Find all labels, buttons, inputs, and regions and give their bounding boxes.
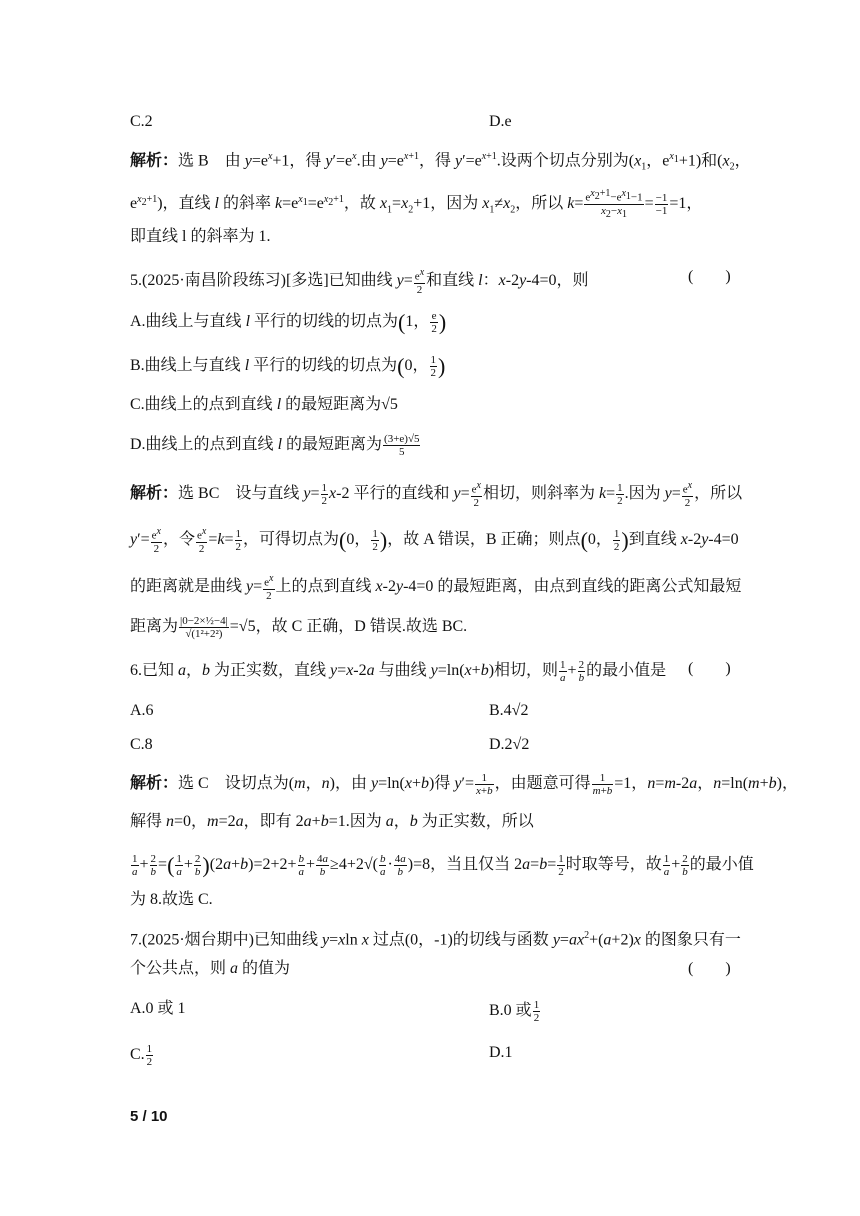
page-number: 5 / 10 xyxy=(130,1108,168,1125)
q6-solution-line4: 为 8.故选 C. xyxy=(130,891,213,908)
q5-solution-line3: 的距离就是曲线 y= $\frac{e^x}{2}$ 上的点到直线 x-2y-4=0 的最短距离，由点到直线的距离公式知最短 xyxy=(130,573,742,602)
q7-answer-paren: ( ) xyxy=(688,960,731,977)
q6-solution-line1: 解析：选 C 设切点为(m，n)，由 y=ln(x+b)得 y′= $\frac{1}{x+b}$ ，由题意可得 $\frac{1}{m+b}$ =1，n=m-2a，n=ln(m+b)， xyxy=(130,772,798,797)
q5-option-b: B.曲线上与直线 l 平行的切线的切点为(0， $\frac{1}{2}$ ) xyxy=(130,353,446,379)
q7-stem-line1: 7.(2025·烟台期中)已知曲线 y=xln x 过点(0，-1)的切线与函数 $y=ax^2+(a+2)x$ 的图象只有一 xyxy=(130,930,741,949)
q7-option-d: D.1 xyxy=(489,1044,513,1061)
q5-option-a: A.曲线上与直线 l 平行的切线的切点为(1， $\frac{e}{2}$ ) xyxy=(130,309,447,335)
q4-solution-line2: $e^{x_2+1}$)，直线 l 的斜率 $k=e^{x_1}=e^{x_2+1}$，故 $x_1=x_2+1$，因为 $x_1\ne x_2$，所以 k= $\frac{e^{x_2+1}-e^{x_1}-1}{x_2-x_1}$ = $\frac{-1}{-1}$ =1， xyxy=(130,188,703,220)
q6-solution-line3: $\frac{1}{a}$ + $\frac{2}{b}$ =( $\frac{1}{a}$ + $\frac{2}{b}$ )(2a+b)=2+2+ $\frac{b}{a}$ + $\frac{4a}{b}$ ≥4+2√( $\frac{b}{a}$ · $\frac{4a}{b}$ )=8，当且仅当 2a=b= $\frac{1}{2}$ 时取等号，故 $\frac{1}{a}$ + $\frac{2}{b}$ 的最小值 xyxy=(132,852,754,878)
q4-solution-line3: 即直线 l 的斜率为 1. xyxy=(130,228,271,245)
q7-stem-line2: 个公共点，则 a 的值为 xyxy=(130,960,291,977)
q6-solution-line2: 解得 n=0，m=2a，即有 2a+b=1.因为 a，b 为正实数，所以 xyxy=(130,813,534,830)
q5-solution-line2: y′= $\frac{e^x}{2}$ ，令 $\frac{e^x}{2}$ =k= $\frac{1}{2}$ ，可得切点为(0， $\frac{1}{2}$ )，故 A 错误，B 正确；则点(0， $\frac{1}{2}$ )到直线 x-2y-4=0 xyxy=(130,526,739,555)
q5-stem: 5.(2025·南昌阶段练习)[多选]已知曲线 y= $\frac{e^x}{2}$ 和直线 l：x-2y-4=0，则 xyxy=(130,267,589,296)
q6-option-c: C.8 xyxy=(130,736,153,753)
q5-option-d: D.曲线上的点到直线 l 的最短距离为 $\frac{(3+e)√5}{5}$ xyxy=(130,433,420,458)
q6-option-b: B.4√2 xyxy=(489,702,529,719)
q5-solution-line4: 距离为 $\frac{\text{|0−2×½−4|}}{\text{√(1²+2²)}}$ =√5，故 C 正确，D 错误.故选 BC. xyxy=(130,615,468,640)
q6-option-a: A.6 xyxy=(130,702,154,719)
q7-option-c: C. $\frac{1}{2}$ xyxy=(130,1043,153,1068)
q5-solution-line1: 解析：选 BC 设与直线 y= $\frac{1}{2}$ x-2 平行的直线和 y= $\frac{e^x}{2}$ 相切，则斜率为 k= $\frac{1}{2}$ .因为 y= $\frac{e^x}{2}$ ，所以 xyxy=(130,480,743,509)
q5-answer-paren: ( ) xyxy=(688,268,731,285)
q4-solution-line1: 解析：选 B 由 $y=e^x+1$，得 $y'=e^x$.由 $y=e^{x+1}$，得 $y'=e^{x+1}$.设两个切点分别为($x_1$，$e^{x_1}+1$)和($x_2$， xyxy=(130,151,751,173)
q7-option-a: A.0 或 1 xyxy=(130,1000,186,1017)
q6-option-d: D.2√2 xyxy=(489,736,530,753)
q6-answer-paren: ( ) xyxy=(688,660,731,677)
q6-stem: 6.已知 a，b 为正实数，直线 y=x-2a 与曲线 y=ln(x+b)相切，则 $\frac{1}{a}$ + $\frac{2}{b}$ 的最小值是 xyxy=(130,659,667,684)
q4-option-c: C.2 xyxy=(130,113,153,130)
q7-option-b: B.0 或 $\frac{1}{2}$ xyxy=(489,999,540,1024)
q5-option-c: C.曲线上的点到直线 l 的最短距离为√5 xyxy=(130,396,398,413)
q4-option-d: D.e xyxy=(489,113,512,130)
